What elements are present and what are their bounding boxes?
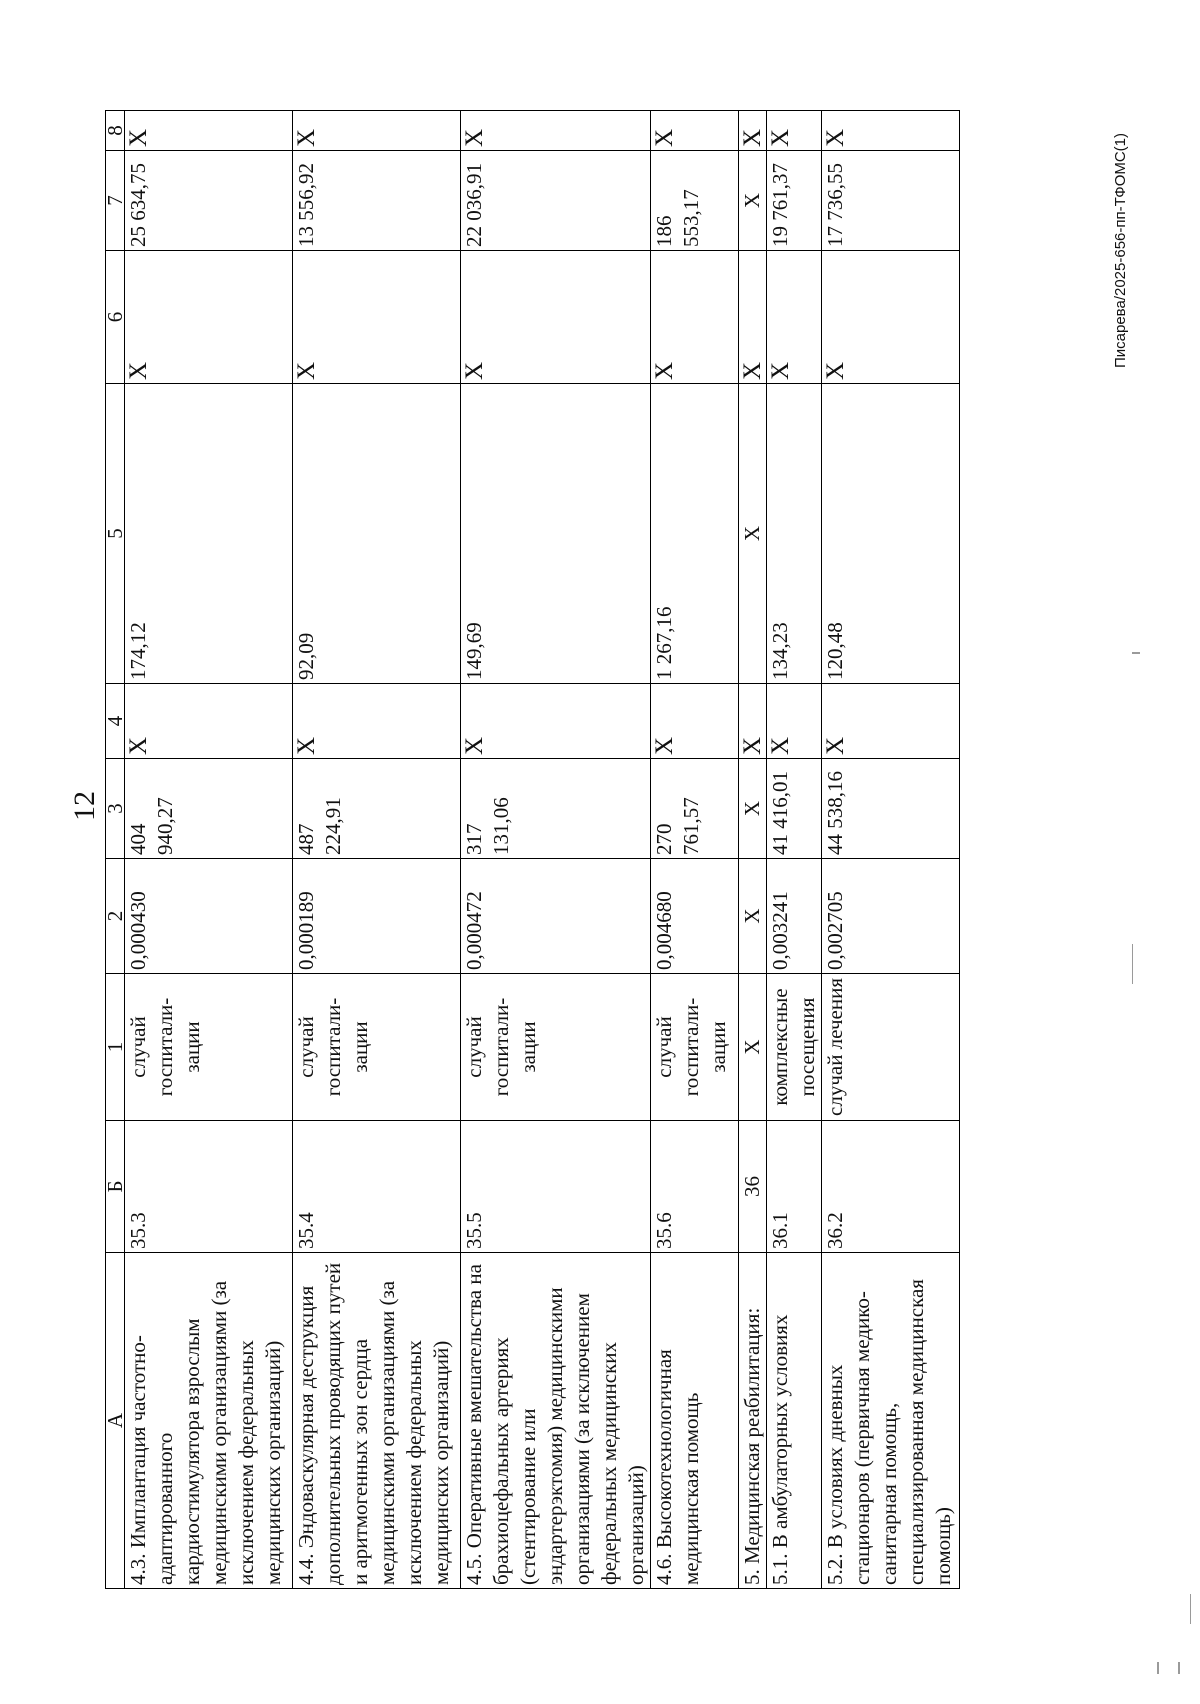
table-row: [651, 111, 739, 1589]
value-cell: Х: [822, 111, 960, 151]
value-cell: 317 131,06: [461, 759, 651, 859]
row-code-cell: 35.4: [293, 1121, 461, 1253]
value-cell: 25 634,75: [125, 151, 293, 251]
value-cell: 17 736,55: [822, 151, 960, 251]
table-row: [822, 111, 960, 1589]
unit-cell: случай госпитали-зации: [461, 974, 651, 1121]
value-cell: Х: [822, 251, 960, 384]
unit-cell: случай госпитали-зации: [651, 974, 739, 1121]
value-cell: 149,69: [461, 384, 651, 684]
row-name-cell: 4.5. Оперативные вмешательства на брахиоцефальных артериях (стентирование или эндартерэктомия) медицинскими организациями (за исключением федеральных медицинских организаций): [461, 1253, 651, 1589]
scan-mark: [1132, 652, 1140, 654]
header-cell: 5: [106, 384, 125, 684]
value-cell: Х: [767, 251, 822, 384]
value-cell: 44 538,16: [822, 759, 960, 859]
header-row: [106, 111, 125, 1589]
value-cell: Х: [767, 684, 822, 759]
row-code-cell: 36.2: [822, 1121, 960, 1253]
value-cell: Х: [739, 859, 767, 974]
value-cell: Х: [293, 251, 461, 384]
value-cell: Х: [293, 684, 461, 759]
value-cell: Х: [767, 111, 822, 151]
value-cell: 270 761,57: [651, 759, 739, 859]
scan-mark: [1132, 944, 1133, 984]
header-cell: 3: [106, 759, 125, 859]
value-cell: 0,003241: [767, 859, 822, 974]
value-cell: 0,002705: [822, 859, 960, 974]
value-cell: Х: [822, 684, 960, 759]
row-code-cell: 35.5: [461, 1121, 651, 1253]
value-cell: 41 416,01: [767, 759, 822, 859]
row-name-cell: 4.3. Имплантация частотно-адаптированного кардиостимулятора взрослым медицинскими организациями (за исключением федеральных медицинских организаций): [125, 1253, 293, 1589]
scan-mark: [1190, 1594, 1191, 1624]
value-cell: 120,48: [822, 384, 960, 684]
value-cell: Х: [461, 684, 651, 759]
header-cell: 7: [106, 151, 125, 251]
value-cell: Х: [125, 684, 293, 759]
value-cell: Х: [651, 251, 739, 384]
tariff-table: [105, 110, 960, 1589]
value-cell: 0,000430: [125, 859, 293, 974]
value-cell: 1 267,16: [651, 384, 739, 684]
unit-cell: случай госпитали-зации: [293, 974, 461, 1121]
value-cell: Х: [739, 384, 767, 684]
value-cell: 13 556,92: [293, 151, 461, 251]
header-cell: 6: [106, 251, 125, 384]
row-code-cell: 35.3: [125, 1121, 293, 1253]
table-row: [293, 111, 461, 1589]
table-row: [461, 111, 651, 1589]
row-code-cell: 36: [739, 1121, 767, 1253]
value-cell: 19 761,37: [767, 151, 822, 251]
value-cell: Х: [461, 111, 651, 151]
header-cell: 8: [106, 111, 125, 151]
value-cell: Х: [739, 684, 767, 759]
value-cell: Х: [739, 151, 767, 251]
scan-mark: [1178, 1662, 1180, 1674]
value-cell: 0,000189: [293, 859, 461, 974]
value-cell: Х: [461, 251, 651, 384]
row-name-cell: 5. Медицинская реабилитация:: [739, 1253, 767, 1589]
value-cell: Х: [125, 111, 293, 151]
unit-cell: комплексные посещения: [767, 974, 822, 1121]
value-cell: 174,12: [125, 384, 293, 684]
unit-cell: случай лечения: [822, 974, 960, 1121]
value-cell: 404 940,27: [125, 759, 293, 859]
page-number: 12: [68, 791, 101, 821]
header-cell: Б: [106, 1121, 125, 1253]
value-cell: 134,23: [767, 384, 822, 684]
value-cell: 186 553,17: [651, 151, 739, 251]
value-cell: 22 036,91: [461, 151, 651, 251]
header-cell: 4: [106, 684, 125, 759]
header-cell: А: [106, 1253, 125, 1589]
row-code-cell: 36.1: [767, 1121, 822, 1253]
row-code-cell: 35.6: [651, 1121, 739, 1253]
unit-cell: случай госпитали-зации: [125, 974, 293, 1121]
document-footer-id: Писарева/2025-656-пп-ТФОМС(1): [1112, 132, 1129, 368]
table-row: [739, 111, 767, 1589]
header-cell: 1: [106, 974, 125, 1121]
value-cell: Х: [651, 111, 739, 151]
value-cell: 0,000472: [461, 859, 651, 974]
value-cell: Х: [125, 251, 293, 384]
unit-cell: Х: [739, 974, 767, 1121]
value-cell: Х: [739, 251, 767, 384]
value-cell: Х: [739, 759, 767, 859]
table-row: [767, 111, 822, 1589]
row-name-cell: 4.6. Высокотехнологичная медицинская помощь: [651, 1253, 739, 1589]
value-cell: 487 224,91: [293, 759, 461, 859]
row-name-cell: 5.1. В амбулаторных условиях: [767, 1253, 822, 1589]
value-cell: Х: [739, 111, 767, 151]
row-name-cell: 4.4. Эндоваскулярная деструкция дополнительных проводящих путей и аритмогенных зон сердца медицинскими организациями (за исключением федеральных медицинских организаций): [293, 1253, 461, 1589]
value-cell: 92,09: [293, 384, 461, 684]
value-cell: Х: [651, 684, 739, 759]
value-cell: 0,004680: [651, 859, 739, 974]
value-cell: Х: [293, 111, 461, 151]
row-name-cell: 5.2. В условиях дневных стационаров (первичная медико-санитарная помощь, специализированная медицинская помощь): [822, 1253, 960, 1589]
scan-mark: [1157, 1662, 1159, 1674]
header-cell: 2: [106, 859, 125, 974]
table-row: [125, 111, 293, 1589]
